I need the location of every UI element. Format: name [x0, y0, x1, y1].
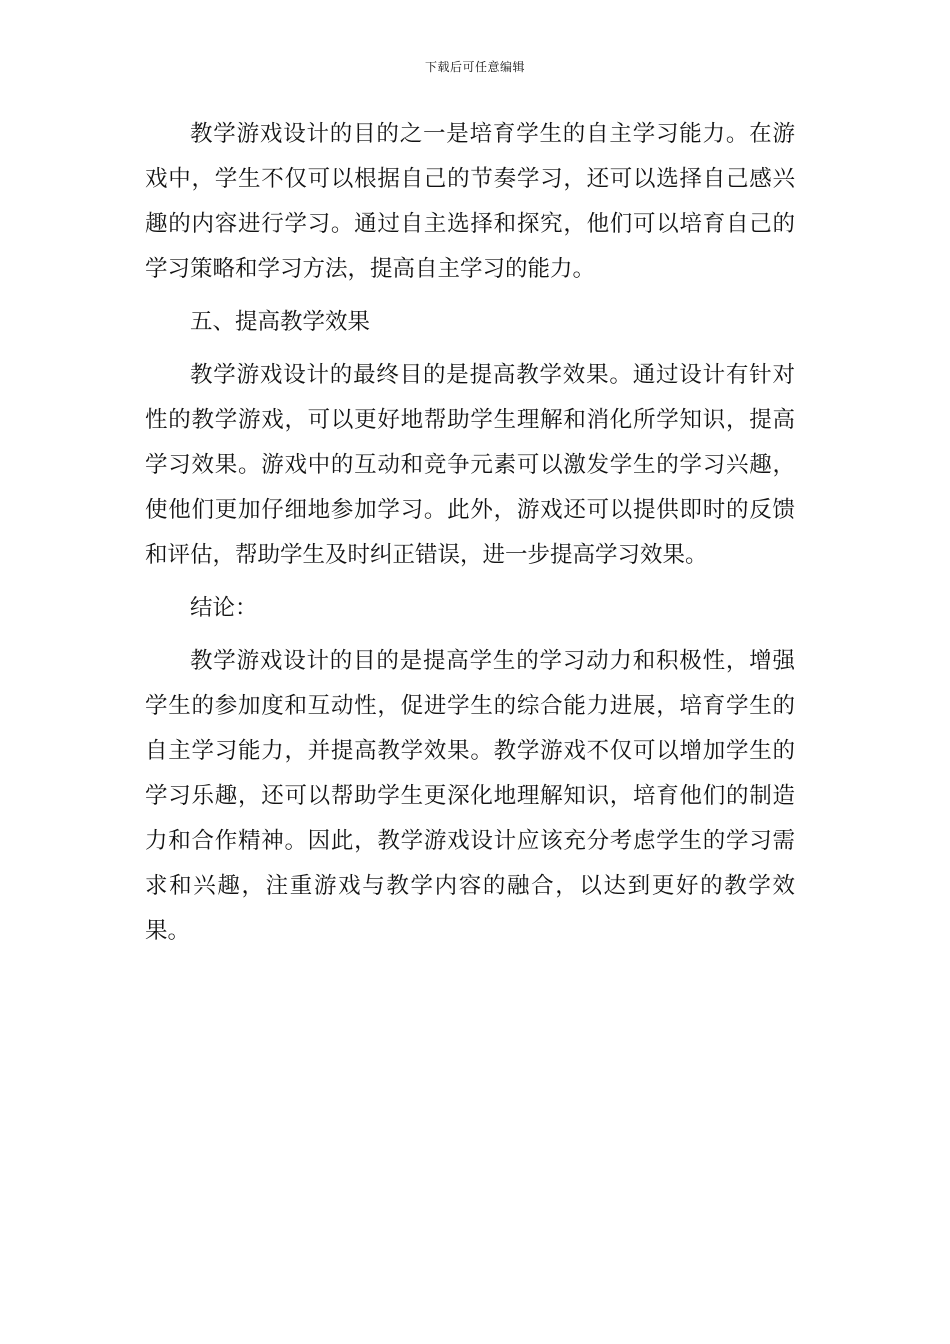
paragraph-teaching-effect: 教学游戏设计的最终目的是提高教学效果。通过设计有针对性的教学游戏，可以更好地帮助学生理解和消化所学知识，提高学习效果。游戏中的互动和竞争元素可以激发学生的学习兴趣，使他们更加仔细地参加学习。此外，游戏还可以提供即时的反馈和评估，帮助学生及时纠正错误，进一步提高学习效果。 — [145, 362, 795, 568]
paragraph-self-learning: 教学游戏设计的目的之一是培育学生的自主学习能力。在游戏中，学生不仅可以根据自己的节奏学习，还可以选择自己感兴趣的内容进行学习。通过自主选择和探究，他们可以培育自己的学习策略和学习方法，提高自主学习的能力。 — [145, 121, 795, 282]
document-body — [145, 112, 795, 962]
section-heading-teaching-effect: 五、提高教学效果 — [190, 309, 371, 335]
paragraph-conclusion: 教学游戏设计的目的是提高学生的学习动力和积极性，增强学生的参加度和互动性，促进学生的综合能力进展，培育学生的自主学习能力，并提高教学效果。教学游戏不仅可以增加学生的学习乐趣，还可以帮助学生更深化地理解知识，培育他们的制造力和合作精神。因此，教学游戏设计应该充分考虑学生的学习需求和兴趣，注重游戏与教学内容的融合，以达到更好的教学效果。 — [145, 648, 795, 944]
page-header: 下载后可任意编辑 — [424, 60, 525, 74]
section-heading-conclusion: 结论： — [190, 595, 258, 621]
